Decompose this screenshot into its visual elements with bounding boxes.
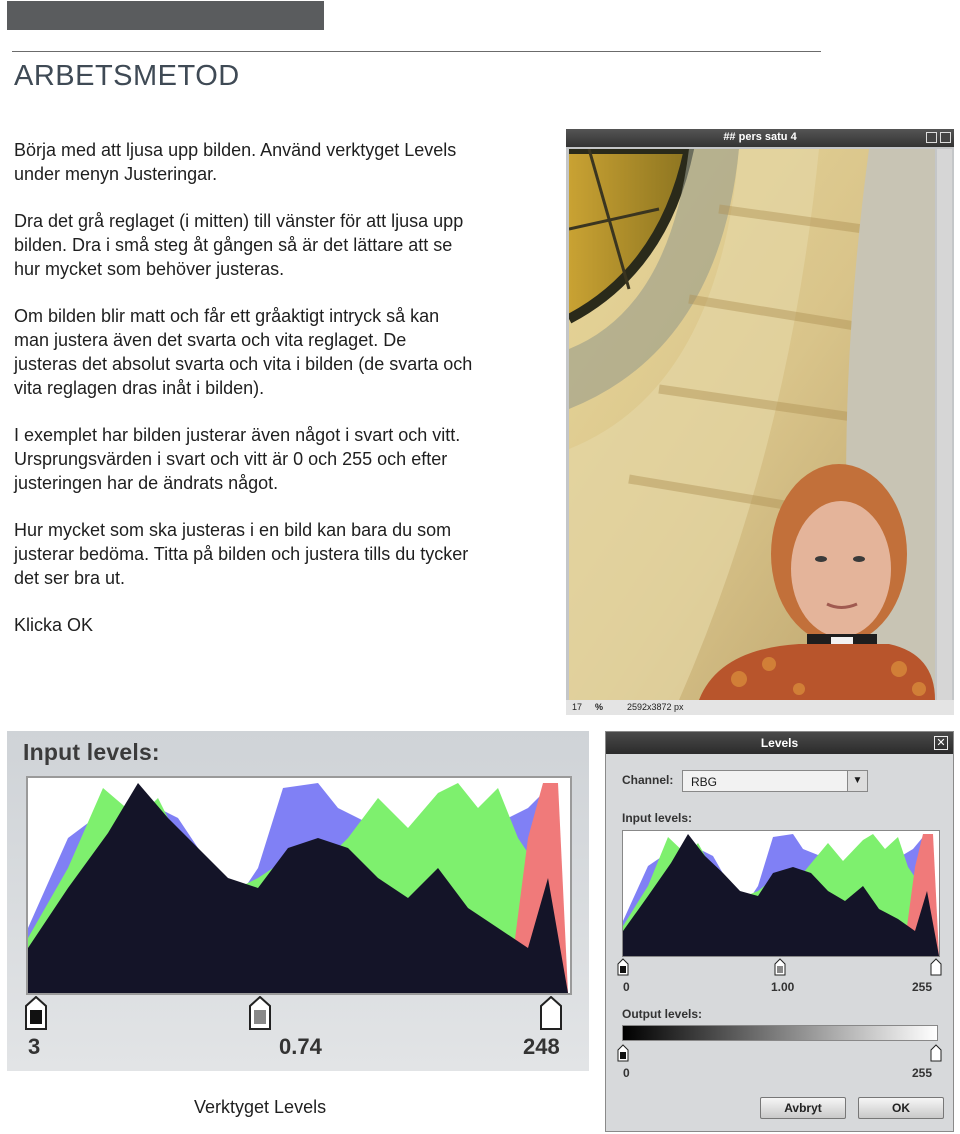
instructions xyxy=(14,138,474,660)
input-gray-value: 1.00 xyxy=(771,980,795,994)
photo-titlebar xyxy=(566,129,954,147)
paragraph: Hur mycket som ska justeras i en bild kan bara du som justerar bedöma. Titta på bilden och justera tills du tycker det ser bra ut. xyxy=(14,520,469,588)
paragraph: I exemplet har bilden justerar även något i svart och vitt. Ursprungsvärden i svart och vitt är 0 och 255 och efter justeringen har de ändrats något. xyxy=(14,425,461,493)
channel-select[interactable] xyxy=(682,770,868,792)
status-bar xyxy=(566,700,954,715)
image-dimensions: 2592x3872 px xyxy=(627,702,684,712)
paragraph: Klicka OK xyxy=(14,615,94,635)
output-white-value: 255 xyxy=(912,1066,933,1080)
histogram xyxy=(26,776,572,995)
input-white-slider[interactable] xyxy=(930,958,942,976)
paragraph: Dra det grå reglaget (i mitten) till vänster för att ljusa upp bilden. Dra i små steg åt gången så är det lättare att se hur mycket som behöver justeras. xyxy=(14,211,464,279)
zoom-value[interactable]: 17 xyxy=(572,702,583,712)
zoom-unit: % xyxy=(595,702,604,712)
input-white-value: 255 xyxy=(912,980,933,994)
paragraph: Om bilden blir matt och får ett gråaktigt intryck så kan man justera även det svarta och vita reglaget. De justeras det absolut svarta och vita i bilden (de svarta och vita reglagen dras inåt i bilden). xyxy=(14,306,473,398)
output-black-value: 0 xyxy=(623,1066,630,1080)
output-white-slider[interactable] xyxy=(930,1044,942,1062)
input-levels-label: Input levels: xyxy=(23,739,160,765)
output-levels-label: Output levels: xyxy=(622,1007,703,1021)
output-black-slider[interactable] xyxy=(617,1044,629,1062)
maximize-icon[interactable] xyxy=(926,132,937,143)
input-black-value: 0 xyxy=(623,980,630,994)
paragraph: Börja med att ljusa upp bilden. Använd verktyget Levels under menyn Justeringar. xyxy=(14,140,457,184)
photo-window xyxy=(566,129,954,715)
dialog-titlebar xyxy=(606,732,953,754)
levels-dialog xyxy=(605,731,954,1132)
header-rule xyxy=(12,51,821,52)
page-title: ARBETSMETOD xyxy=(14,60,240,92)
vertical-scrollbar[interactable] xyxy=(937,149,952,700)
channel-value: RBG xyxy=(691,775,718,789)
header-bar xyxy=(7,1,324,30)
ok-button[interactable]: OK xyxy=(858,1097,944,1119)
gray-point-slider[interactable] xyxy=(249,996,271,1030)
white-point-value: 248 xyxy=(523,1034,560,1059)
gray-point-value: 0.74 xyxy=(279,1034,322,1059)
photo-title: ## pers satu 4 xyxy=(723,131,797,143)
close-icon[interactable] xyxy=(940,132,951,143)
input-levels-label: Input levels: xyxy=(622,811,693,825)
input-gray-slider[interactable] xyxy=(774,958,786,976)
zoomed-input-levels xyxy=(7,731,589,1071)
chevron-down-icon[interactable]: ▼ xyxy=(847,771,867,791)
channel-label: Channel: xyxy=(622,773,674,787)
input-black-slider[interactable] xyxy=(617,958,629,976)
cancel-button[interactable]: Avbryt xyxy=(760,1097,846,1119)
black-point-slider[interactable] xyxy=(25,996,47,1030)
histogram xyxy=(622,830,940,957)
output-gradient xyxy=(622,1025,938,1041)
portrait-photo xyxy=(569,149,935,700)
close-icon[interactable]: ✕ xyxy=(934,736,948,750)
dialog-title: Levels xyxy=(760,736,799,750)
figure-caption: Verktyget Levels xyxy=(194,1097,327,1117)
white-point-slider[interactable] xyxy=(540,996,562,1030)
black-point-value: 3 xyxy=(28,1034,41,1059)
